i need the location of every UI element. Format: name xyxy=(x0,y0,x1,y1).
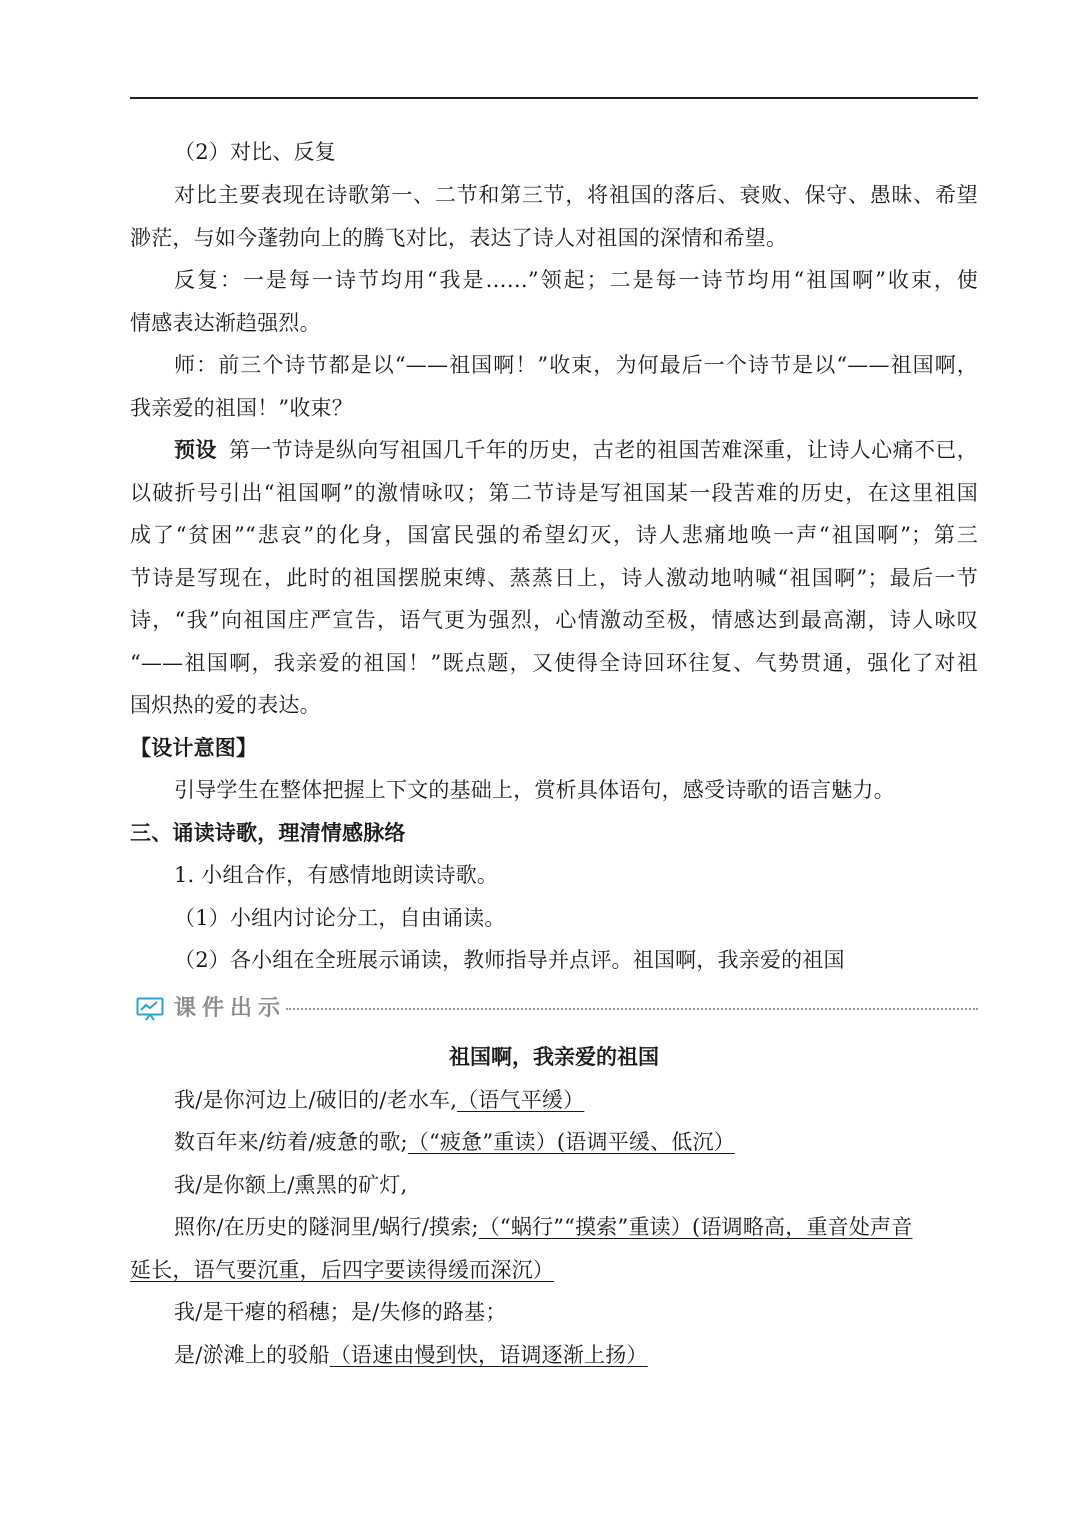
list-item: （1）小组内讨论分工，自由诵读。 xyxy=(174,906,506,930)
contrast-paragraph-line: 渺茫，与如今蓬勃向上的腾飞对比，表达了诗人对祖国的深情和希望。 xyxy=(130,226,788,250)
teacher-question-line: 我亲爱的祖国！”收束？ xyxy=(130,396,353,420)
poem-note-continuation xyxy=(130,1255,978,1285)
poem-line xyxy=(174,1340,978,1370)
poem-text: 是/淤滩上的驳船 xyxy=(174,1343,330,1367)
preset-answer-line: 成了“贫困”“悲哀”的化身，国富民强的希望幻灭，诗人悲痛地唤一声“祖国啊”；第三 xyxy=(130,523,978,547)
poem-line xyxy=(174,1127,978,1157)
courseware-label: 课件出示 xyxy=(174,996,287,1021)
reading-note: （“蜗行”“摸索”重读）(语调略高，重音处声音 xyxy=(478,1215,913,1239)
preset-label: 预设 xyxy=(174,437,217,462)
chart-board-icon xyxy=(136,997,164,1021)
reading-note: （语气平缓） xyxy=(457,1088,585,1112)
preset-answer-first-line xyxy=(174,435,978,465)
repeat-paragraph-line: 情感表达渐趋强烈。 xyxy=(130,311,321,335)
design-intent-heading: 【设计意图】 xyxy=(130,735,258,760)
preset-answer-line: 诗，“我”向祖国庄严宣告，语气更为强烈，心情激动至极，情感达到最高潮，诗人咏叹 xyxy=(130,608,978,632)
design-intent-text: 引导学生在整体把握上下文的基础上，赏析具体语句，感受诗歌的语言魅力。 xyxy=(174,778,895,802)
list-item: （2）各小组在全班展示诵读，教师指导并点评。祖国啊，我亲爱的祖国 xyxy=(174,948,845,972)
poem-text: 照你/在历史的隧洞里/蜗行/摸索; xyxy=(174,1215,479,1239)
repeat-paragraph-line: 反复：一是每一诗节均用“我是……”领起；二是每一诗节均用“祖国啊”收束，使 xyxy=(174,268,978,292)
courseware-banner xyxy=(136,992,978,1028)
poem-line: 我/是干瘪的稻穗；是/失修的路基； xyxy=(174,1300,507,1324)
poem-text: 我/是你河边上/破旧的/老水车, xyxy=(174,1088,458,1112)
contrast-paragraph-line: 对比主要表现在诗歌第一、二节和第三节，将祖国的落后、衰败、保守、愚昧、希望 xyxy=(174,183,978,207)
header-rule xyxy=(130,97,978,99)
poem-line xyxy=(174,1085,978,1115)
poem-line xyxy=(174,1212,978,1242)
teacher-question-line: 师：前三个诗节都是以“——祖国啊！”收束，为何最后一个诗节是以“——祖国啊， xyxy=(174,353,978,377)
preset-answer-line: “——祖国啊，我亲爱的祖国！”既点题，又使得全诗回环往复、气势贯通，强化了对祖 xyxy=(130,651,978,675)
reading-note: （“疲惫”重读）(语调平缓、低沉） xyxy=(407,1130,735,1154)
poem-line: 我/是你额上/熏黑的矿灯, xyxy=(174,1173,408,1197)
preset-answer-line: 以破折号引出“祖国啊”的激情咏叹；第二节诗是写祖国某一段苦难的历史，在这里祖国 xyxy=(130,481,978,505)
preset-answer-line: 国炽热的爱的表达。 xyxy=(130,693,321,717)
preset-text: 第一节诗是纵向写祖国几千年的历史，古老的祖国苦难深重，让诗人心痛不已， xyxy=(228,438,978,462)
poem-title: 祖国啊，我亲爱的祖国 xyxy=(449,1045,659,1069)
banner-divider xyxy=(286,1008,978,1010)
reading-note: （语速由慢到快，语调逐渐上扬） xyxy=(329,1343,648,1367)
poem-text: 数百年来/纺着/疲惫的歌; xyxy=(174,1130,408,1154)
preset-answer-line: 节诗是写现在，此时的祖国摆脱束缚、蒸蒸日上，诗人激动地呐喊“祖国啊”；最后一节 xyxy=(130,566,978,590)
list-item: 1. 小组合作，有感情地朗读诗歌。 xyxy=(174,863,499,887)
reading-note: 延长，语气要沉重，后四字要读得缓而深沉） xyxy=(130,1258,554,1282)
part-three-heading: 三、诵读诗歌，理清情感脉络 xyxy=(130,820,406,845)
sub-heading-contrast-repeat: （2）对比、反复 xyxy=(174,140,336,164)
